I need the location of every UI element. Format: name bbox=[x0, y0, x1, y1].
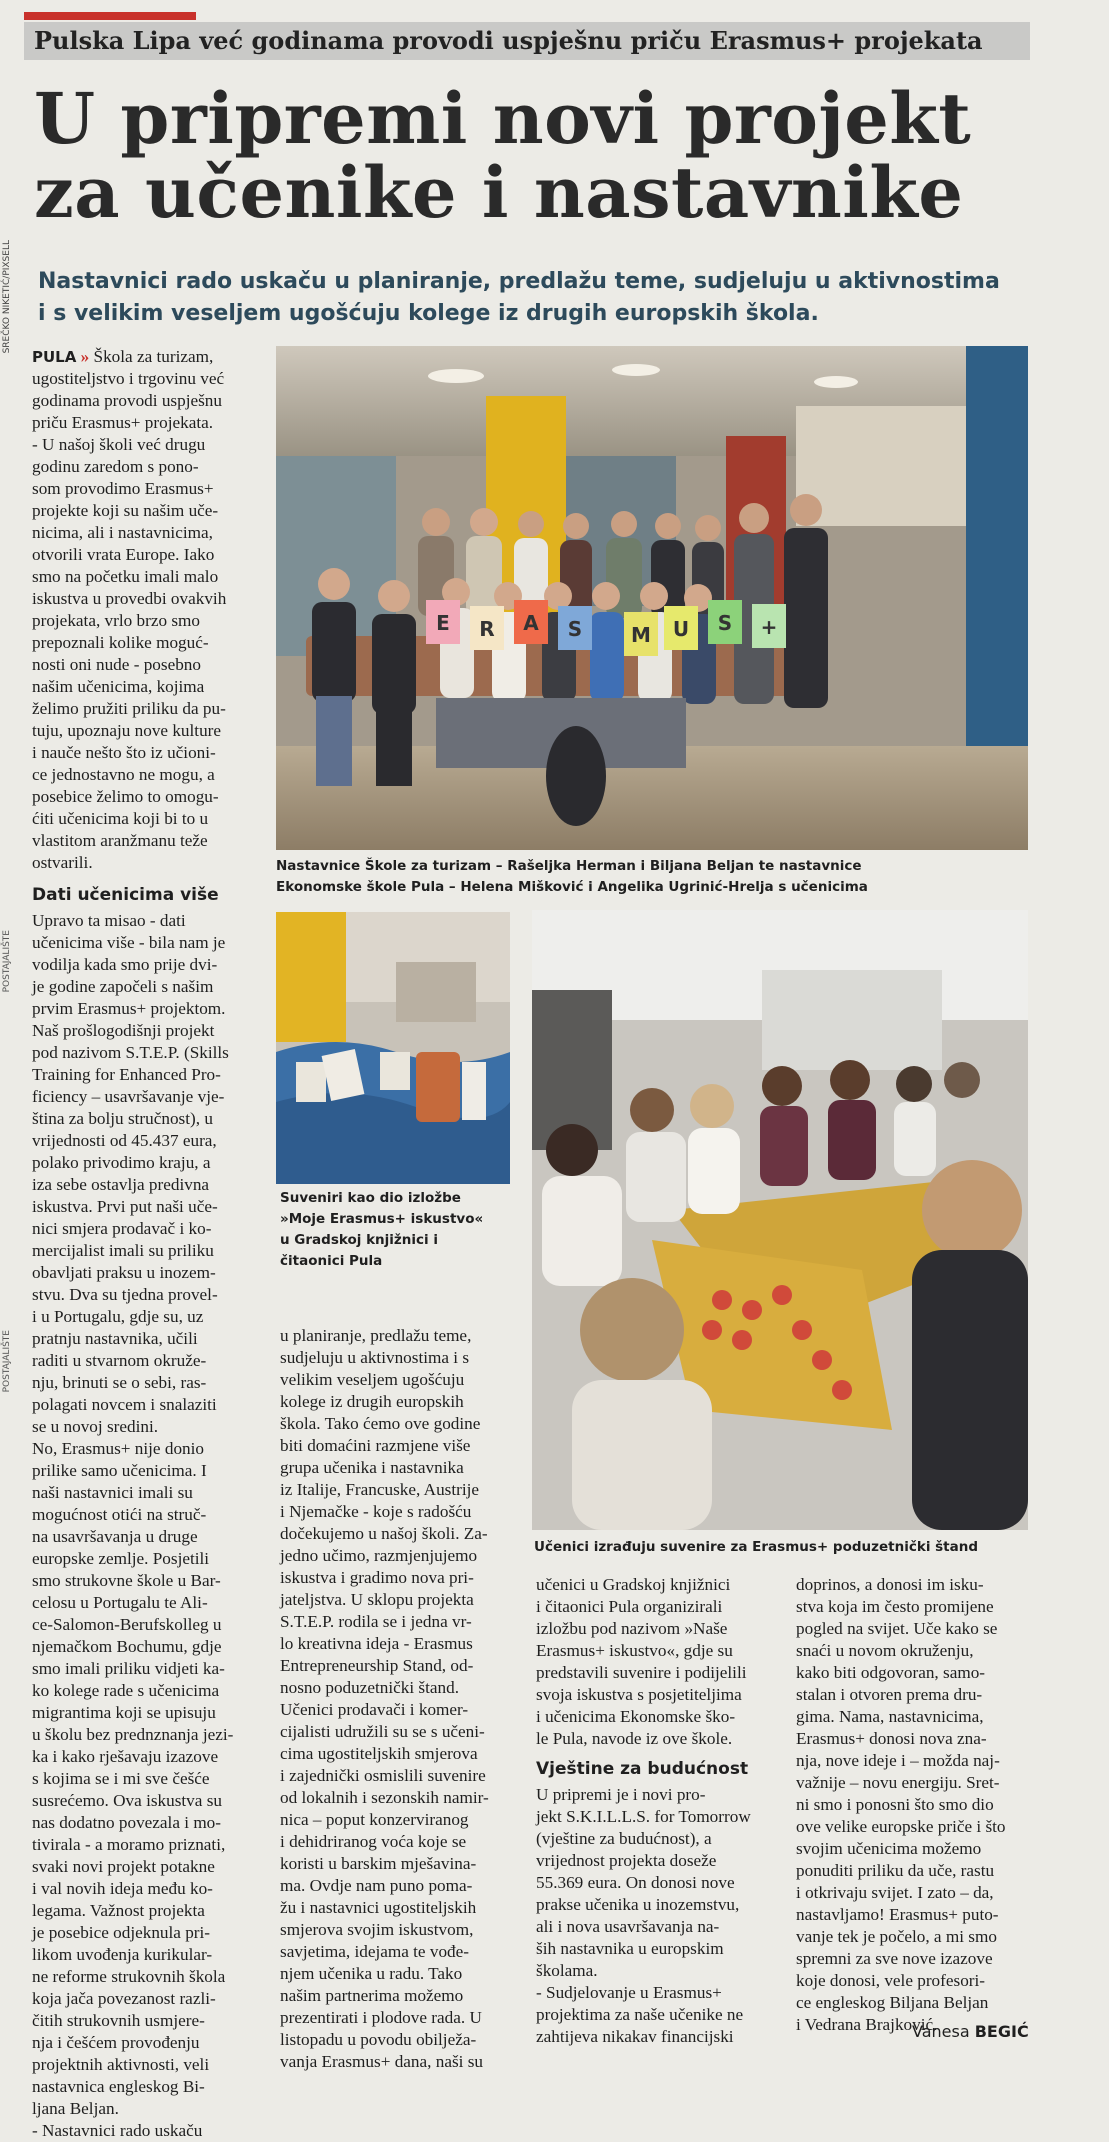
text-line: nicima, ali i nastavnicima, bbox=[32, 523, 213, 542]
text-line: i Vedrana Brajković. bbox=[796, 2015, 938, 2034]
text-line: 55.369 eura. On donosi nove bbox=[536, 1873, 735, 1892]
text-line: smo na početku imali malo bbox=[32, 567, 219, 586]
text-line: učenicima više - bila nam je bbox=[32, 933, 226, 952]
text-line: Škola za turizam, bbox=[93, 347, 214, 366]
text-line: pratnju nastavnika, učili bbox=[32, 1329, 198, 1348]
text-line: prakse učenika u inozemstvu, bbox=[536, 1895, 740, 1914]
text-line: ljana Beljan. bbox=[32, 2099, 119, 2118]
text-line: nju, brinuti se o sebi, ras- bbox=[32, 1373, 207, 1392]
kicker-accent-bar bbox=[24, 12, 196, 20]
text-line: ponuditi priliku da uče, rastu bbox=[796, 1861, 995, 1880]
text-line: mogućnost otići na struč- bbox=[32, 1505, 207, 1524]
article-column-1 bbox=[32, 346, 264, 2142]
text-line: i dehidriranog voća koje se bbox=[280, 1832, 467, 1851]
text-line: migrantima koji se upisuju bbox=[32, 1703, 216, 1722]
text-line: učenici u Gradskoj knjižnici bbox=[536, 1575, 731, 1594]
text-line: savjetima, idejama te vođe- bbox=[280, 1942, 469, 1961]
author-first-name: Vanesa bbox=[912, 2022, 970, 2041]
text-line: i u Portugalu, gdje su, uz bbox=[32, 1307, 204, 1326]
text-line: No, Erasmus+ nije donio bbox=[32, 1439, 205, 1458]
text-line: Naš prošlogodišnji projekt bbox=[32, 1021, 215, 1040]
text-line: - U našoj školi već drugu bbox=[32, 435, 206, 454]
text-line: koja jača povezanost razli- bbox=[32, 1989, 216, 2008]
text-line: Erasmus+ iskustvo«, gdje su bbox=[536, 1641, 733, 1660]
workshop-photo-illustration bbox=[532, 910, 1028, 1530]
text-line: vanje tek je počelo, a mi smo bbox=[796, 1927, 997, 1946]
text-line: celosu u Portugalu te Ali- bbox=[32, 1593, 208, 1612]
text-line: otvorili vrata Europe. Iako bbox=[32, 545, 215, 564]
text-line: prezentirati i plodove rada. U bbox=[280, 2008, 482, 2027]
text-line: Training for Enhanced Pro- bbox=[32, 1065, 221, 1084]
text-line: škola. Tako ćemo ove godine bbox=[280, 1414, 481, 1433]
text-line: čitih strukovnih usmjere- bbox=[32, 2011, 205, 2030]
text-line: ce jednostavno ne mogu, a bbox=[32, 765, 215, 784]
text-line: stvu. Dva su tjedna provel- bbox=[32, 1285, 218, 1304]
souvenir-caption bbox=[280, 1188, 510, 1272]
caption-line: Nastavnice Škole za turizam – Rašeljka Herman i Biljana Beljan te nastavnice bbox=[276, 858, 862, 874]
text-line: cijalisti udružili su se s učeni- bbox=[280, 1722, 485, 1741]
text-line: vrijednost projekta doseže bbox=[536, 1851, 717, 1870]
caption-line: »Moje Erasmus+ iskustvo« bbox=[280, 1211, 484, 1227]
text-line: cima ugostiteljskih smjerova bbox=[280, 1744, 478, 1763]
text-line: naši nastavnici imali su bbox=[32, 1483, 193, 1502]
column-1-body bbox=[32, 910, 264, 2142]
text-line: izložbu pod nazivom »Naše bbox=[536, 1619, 728, 1638]
banner-letter: S bbox=[567, 617, 583, 641]
text-line: vrijednosti od 45.437 eura, bbox=[32, 1131, 217, 1150]
text-line: kolege iz drugih europskih bbox=[280, 1392, 464, 1411]
text-line: prepoznali kolike moguć- bbox=[32, 633, 209, 652]
text-line: i nauče nešto što iz učioni- bbox=[32, 743, 216, 762]
text-line: smo imali priliku vidjeti ka- bbox=[32, 1659, 225, 1678]
author-byline bbox=[912, 2022, 1029, 2041]
text-line: iza sebe ostavlja predivna bbox=[32, 1175, 210, 1194]
column-1-intro bbox=[32, 368, 264, 874]
text-line: nastavnica engleskog Bi- bbox=[32, 2077, 205, 2096]
section-heading-1: Dati učenicima više bbox=[32, 885, 219, 905]
text-line: koje donosi, vele profesori- bbox=[796, 1971, 986, 1990]
text-line: našim učenicima, kojima bbox=[32, 677, 205, 696]
headline-line-1: U pripremi novi projekt bbox=[34, 77, 972, 160]
banner-letter: R bbox=[479, 617, 495, 641]
text-line: posebice želimo to omogu- bbox=[32, 787, 219, 806]
caption-line: Ekonomske škole Pula – Helena Mišković i Angelika Ugrinić-Hrelja s učenicima bbox=[276, 879, 868, 895]
headline bbox=[34, 77, 1034, 234]
section-heading-2: Vještine za budućnost bbox=[536, 1759, 749, 1779]
article-column-2 bbox=[280, 1325, 514, 2073]
headline-line-2: za učenike i nastavnike bbox=[34, 151, 964, 234]
text-line: grupa učenika i nastavnika bbox=[280, 1458, 464, 1477]
banner-letter: + bbox=[760, 615, 778, 639]
text-line: i učenicima Ekonomske ško- bbox=[536, 1707, 736, 1726]
subheadline bbox=[38, 266, 1028, 330]
group-photo-illustration bbox=[276, 346, 1028, 850]
main-photo-caption bbox=[276, 856, 1028, 898]
text-line: nici smjera prodavač i ko- bbox=[32, 1219, 212, 1238]
text-line: nosno poduzetnički štand. bbox=[280, 1678, 460, 1697]
text-line: jedno učimo, razmjenjujemo bbox=[280, 1546, 478, 1565]
text-line: dočekujemo u našoj školi. Za- bbox=[280, 1524, 488, 1543]
banner-letter: M bbox=[631, 623, 651, 647]
text-line: kako biti odgovoran, samo- bbox=[796, 1663, 986, 1682]
text-line: smjerova svojim iskustvom, bbox=[280, 1920, 474, 1939]
text-line: tivirala - a moramo priznati, bbox=[32, 1835, 226, 1854]
text-line: - Nastavnici rado uskaču bbox=[32, 2121, 203, 2140]
text-line: ne reforme strukovnih škola bbox=[32, 1967, 226, 1986]
text-line: pod nazivom S.T.E.P. (Skills bbox=[32, 1043, 229, 1062]
text-line: Učenici prodavači i komer- bbox=[280, 1700, 469, 1719]
text-line: legama. Važnost projekta bbox=[32, 1901, 205, 1920]
text-line: nica – poput konzerviranog bbox=[280, 1810, 469, 1829]
text-line: doprinos, a donosi im isku- bbox=[796, 1575, 984, 1594]
text-line: ugostiteljstvo i trgovinu već bbox=[32, 369, 225, 388]
text-line: jateljstva. U sklopu projekta bbox=[280, 1590, 474, 1609]
text-line: njemačkom Bochumu, gdje bbox=[32, 1637, 222, 1656]
text-line: žu i nastavnici ugostiteljskih bbox=[280, 1898, 477, 1917]
text-line: Entrepreneurship Stand, od- bbox=[280, 1656, 474, 1675]
text-line: i val novih ideja među ko- bbox=[32, 1879, 213, 1898]
side-credit: POSTAJALIŠTE bbox=[2, 1330, 12, 1393]
text-line: i otkrivaju svijet. I zato – da, bbox=[796, 1883, 994, 1902]
caption-line: u Gradskoj knjižnici i bbox=[280, 1232, 438, 1248]
text-line: i Njemačke - koje s radošću bbox=[280, 1502, 472, 1521]
text-line: ština za bolju stručnost), u bbox=[32, 1109, 213, 1128]
author-last-name: BEGIĆ bbox=[974, 2022, 1029, 2041]
text-line: tuju, upoznaju nove kulture bbox=[32, 721, 222, 740]
text-line: gima. Nama, nastavnicima, bbox=[796, 1707, 984, 1726]
text-line: listopadu u povodu obilježa- bbox=[280, 2030, 477, 2049]
text-line: školama. bbox=[536, 1961, 598, 1980]
caption-line: Suveniri kao dio izložbe bbox=[280, 1190, 461, 1206]
text-line: - Sudjelovanje u Erasmus+ bbox=[536, 1983, 722, 2002]
text-line: som provodimo Erasmus+ bbox=[32, 479, 214, 498]
text-line: snaći u novom okruženju, bbox=[796, 1641, 974, 1660]
text-line: velikim veseljem ugošćuju bbox=[280, 1370, 465, 1389]
text-line: nja i češćem provođenju bbox=[32, 2033, 200, 2052]
text-line: ni smo i ponosni što smo dio bbox=[796, 1795, 994, 1814]
text-line: prilike samo učenicima. I bbox=[32, 1461, 207, 1480]
text-line: je posebice odjeknula pri- bbox=[32, 1923, 211, 1942]
text-line: važnije – novu energiju. Sret- bbox=[796, 1773, 1000, 1792]
text-line: iskustva i gradimo nova pri- bbox=[280, 1568, 474, 1587]
photo-credit: SREČKO NIKETIĆ/PIXSELL bbox=[2, 240, 12, 354]
text-line: projekte koji su našim uče- bbox=[32, 501, 219, 520]
workshop-photo bbox=[532, 910, 1028, 1530]
text-line: koristi u barskim mješavina- bbox=[280, 1854, 477, 1873]
text-line: našim partnerima možemo bbox=[280, 1986, 464, 2005]
text-line: biti domaćini razmjene više bbox=[280, 1436, 471, 1455]
text-line: od lokalnih i sezonskih namir- bbox=[280, 1788, 489, 1807]
souvenir-photo bbox=[276, 912, 510, 1184]
dateline-arrow-icon: » bbox=[80, 347, 90, 366]
text-line: na usavršavanja u druge bbox=[32, 1527, 198, 1546]
text-line: svaki novi projekt potakne bbox=[32, 1857, 215, 1876]
text-line: ove velike europske priče i što bbox=[796, 1817, 1006, 1836]
text-line: Erasmus+ donosi nova zna- bbox=[796, 1729, 987, 1748]
text-line: S.T.E.P. rodila se i jedna vr- bbox=[280, 1612, 472, 1631]
banner-letter: S bbox=[717, 611, 733, 635]
text-line: svojim učenicima možemo bbox=[796, 1839, 982, 1858]
text-line: nastavljamo! Erasmus+ puto- bbox=[796, 1905, 999, 1924]
text-line: iskustva u provedbi ovakvih bbox=[32, 589, 227, 608]
text-line: ficiency – usavršavanje vje- bbox=[32, 1087, 225, 1106]
text-line: obavljati praksu u inozem- bbox=[32, 1263, 216, 1282]
subhead-line-1: Nastavnici rado uskaču u planiranje, predlažu teme, sudjeluju u aktivnostima bbox=[38, 269, 1000, 294]
text-line: mercijalist imali su priliku bbox=[32, 1241, 214, 1260]
text-line: U pripremi je i novi pro- bbox=[536, 1785, 706, 1804]
text-line: susrećemo. Ova iskustva su bbox=[32, 1791, 222, 1810]
text-line: polako privodimo kraju, a bbox=[32, 1153, 211, 1172]
text-line: godinu zaredom s pono- bbox=[32, 457, 199, 476]
text-line: likom uvođenja kurikular- bbox=[32, 1945, 213, 1964]
text-line: le Pula, navode iz ove škole. bbox=[536, 1729, 733, 1748]
text-line: se u novoj sredini. bbox=[32, 1417, 159, 1436]
text-line: smo strukovne škole u Bar- bbox=[32, 1571, 221, 1590]
text-line: (vještine za budućnost), a bbox=[536, 1829, 712, 1848]
text-line: zahtijeva nikakav financijski bbox=[536, 2027, 734, 2046]
text-line: i čitaonici Pula organizirali bbox=[536, 1597, 723, 1616]
article-column-3 bbox=[536, 1574, 774, 2048]
text-line: spremni za sve nove izazove bbox=[796, 1949, 993, 1968]
text-line: polagati novcem i snalaziti bbox=[32, 1395, 217, 1414]
text-line: vanja Erasmus+ dana, naši su bbox=[280, 2052, 484, 2071]
text-line: nosti oni nude - posebno bbox=[32, 655, 201, 674]
text-line: je godine započeli s našim bbox=[32, 977, 214, 996]
text-line: predstavili suvenire i podijelili bbox=[536, 1663, 747, 1682]
text-line: vodilja kada smo prije dvi- bbox=[32, 955, 218, 974]
banner-letter: A bbox=[523, 611, 539, 635]
text-line: projektnih aktivnosti, veli bbox=[32, 2055, 210, 2074]
text-line: europske zemlje. Posjetili bbox=[32, 1549, 210, 1568]
text-line: ostvarili. bbox=[32, 853, 93, 872]
banner-letter: U bbox=[672, 617, 690, 641]
text-line: i zajednički osmislili suvenire bbox=[280, 1766, 486, 1785]
text-line: pogled na svijet. Uče kako se bbox=[796, 1619, 998, 1638]
text-line: njem učenika u radu. Tako bbox=[280, 1964, 463, 1983]
main-photo bbox=[276, 346, 1028, 850]
text-line: priču Erasmus+ projekata. bbox=[32, 413, 214, 432]
banner-letter: E bbox=[436, 611, 450, 635]
text-line: želimo pružiti priliku da pu- bbox=[32, 699, 226, 718]
article-column-4 bbox=[796, 1574, 1030, 2036]
text-line: ko kolege rade s učenicima bbox=[32, 1681, 220, 1700]
caption-line: čitaonici Pula bbox=[280, 1253, 383, 1269]
text-line: stva koja im često promijene bbox=[796, 1597, 994, 1616]
text-line: vlastitom aranžmanu teže bbox=[32, 831, 208, 850]
text-line: projekata, vrlo brzo smo bbox=[32, 611, 201, 630]
text-line: u školu bez prednznanja jezi- bbox=[32, 1725, 234, 1744]
text-line: svoja iskustva s posjetiteljima bbox=[536, 1685, 742, 1704]
text-line: projektima za naše učenike ne bbox=[536, 2005, 744, 2024]
text-line: ce engleskog Biljana Beljan bbox=[796, 1993, 989, 2012]
text-line: nas dodatno povezala i mo- bbox=[32, 1813, 222, 1832]
text-line: ma. Ovdje nam puno poma- bbox=[280, 1876, 473, 1895]
column-3-intro bbox=[536, 1574, 774, 1750]
text-line: nja, nove ideje i – možda naj- bbox=[796, 1751, 1000, 1770]
text-line: ce-Salomon-Berufskolleg u bbox=[32, 1615, 222, 1634]
text-line: prvim Erasmus+ projektom. bbox=[32, 999, 226, 1018]
side-credit: POSTAJALIŠTE bbox=[2, 930, 12, 993]
text-line: godinama provodi uspješnu bbox=[32, 391, 222, 410]
text-line: stalan i otvoren prema dru- bbox=[796, 1685, 983, 1704]
text-line: lo kreativna ideja - Erasmus bbox=[280, 1634, 473, 1653]
dateline-city: PULA bbox=[32, 348, 77, 366]
text-line: ka i kako rješavaju izazove bbox=[32, 1747, 219, 1766]
text-line: jekt S.K.I.L.L.S. for Tomorrow bbox=[536, 1807, 751, 1826]
text-line: ših nastavnika u europskim bbox=[536, 1939, 724, 1958]
souvenir-photo-illustration bbox=[276, 912, 510, 1184]
text-line: ali i nova usavršavanja na- bbox=[536, 1917, 720, 1936]
text-line: Upravo ta misao - dati bbox=[32, 911, 186, 930]
text-line: sudjeluju u aktivnostima i s bbox=[280, 1348, 470, 1367]
kicker: Pulska Lipa već godinama provodi uspješnu priču Erasmus+ projekata bbox=[34, 26, 983, 55]
text-line: ćiti učenicima koji bi to u bbox=[32, 809, 209, 828]
subhead-line-2: i s velikim veseljem ugošćuju kolege iz drugih europskih škola. bbox=[38, 301, 819, 326]
text-line: raditi u stvarnom okruže- bbox=[32, 1351, 207, 1370]
workshop-caption: Učenici izrađuju suvenire za Erasmus+ poduzetnički štand bbox=[534, 1539, 979, 1555]
text-line: s kojima se i mi sve češće bbox=[32, 1769, 210, 1788]
column-3-body bbox=[536, 1784, 774, 2048]
text-line: iz Italije, Francuske, Austrije bbox=[280, 1480, 480, 1499]
text-line: iskustva. Prvi put naši uče- bbox=[32, 1197, 218, 1216]
text-line: u planiranje, predlažu teme, bbox=[280, 1326, 472, 1345]
